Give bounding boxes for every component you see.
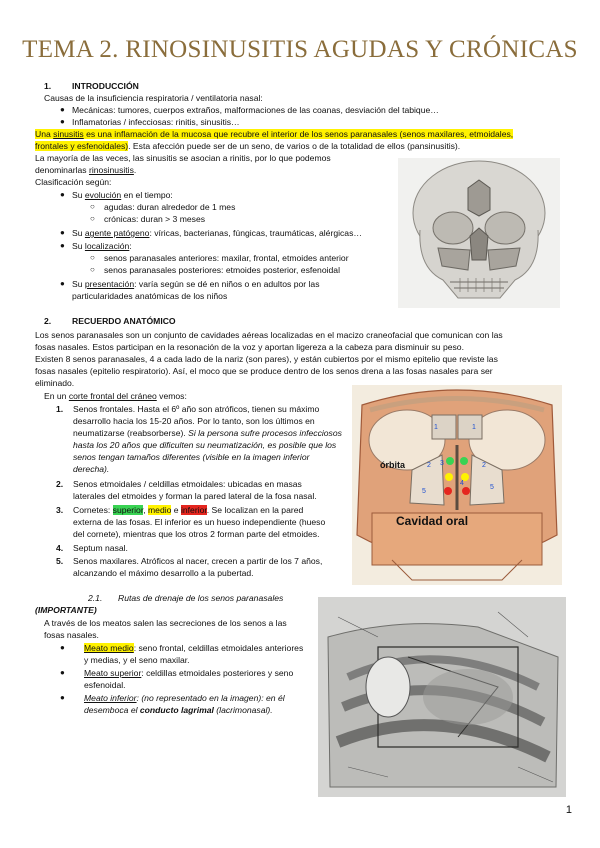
meato-inferior-item: Meato inferior: (no representado en la imagen): en él xyxy=(84,693,285,703)
circle-bullet-icon: ○ xyxy=(90,265,95,274)
cause-item: Mecánicas: tumores, cuerpos extraños, malformaciones de las coanas, desviación del tabique… xyxy=(72,105,439,115)
location-sub-item: senos paranasales anteriores: maxilar, frontal, etmoides anterior xyxy=(104,253,349,263)
bullet-icon: ● xyxy=(60,643,65,652)
section-1-number: 1. xyxy=(44,81,52,91)
cornetes-line-1: Cornetes: superior, medio e inferior. Se localizan en la pared xyxy=(73,505,304,515)
frontal-section-drawing xyxy=(352,385,562,585)
bullet-icon: ● xyxy=(60,279,65,288)
figure-number-label: 5 xyxy=(490,484,494,491)
bullet-icon: ● xyxy=(60,241,65,250)
evolution-sub-item: crónicas: duran > 3 meses xyxy=(104,214,206,224)
evolution-sub-item: agudas: duran alrededor de 1 mes xyxy=(104,202,236,212)
list-number: 2. xyxy=(56,479,64,489)
list-item: derecha). xyxy=(73,464,110,474)
list-item: alcanzando el máximo desarrollo a la pubertad. xyxy=(73,568,254,578)
list-number: 1. xyxy=(56,404,64,414)
figure-number-label: 2 xyxy=(482,462,486,469)
frontal-section-figure xyxy=(352,385,562,585)
skull-drawing xyxy=(398,158,560,308)
anatomy-paragraph-2: fosas nasales (epitelio respiratorio). Así, el moco que se produce dentro de los senos drena a las fosas nasales para ser xyxy=(35,366,493,376)
subsection-heading: Rutas de drenaje de los senos paranasales xyxy=(118,593,284,603)
skull-illustration xyxy=(398,158,560,308)
presentation-item: Su presentación: varía según se dé en niños o en adultos por las xyxy=(72,279,320,289)
cornetes-line-3: del cornete), mientras que los otros 2 forman parte del etmoides. xyxy=(73,529,320,539)
figure-number-label: 1 xyxy=(434,424,438,431)
meato-medio-item: Meato medio: seno frontal, celdillas etmoidales anteriores xyxy=(84,643,304,653)
evolution-item: Su evolución en el tiempo: xyxy=(72,190,173,200)
section-2-number: 2. xyxy=(44,316,52,326)
page-number: 1 xyxy=(565,804,572,816)
section-1-heading: INTRODUCCIÓN xyxy=(72,81,139,91)
figure-number-label: 4 xyxy=(460,480,464,487)
meato-medio-cont: y medias, y el seno maxilar. xyxy=(84,655,190,665)
pathogen-item: Su agente patógeno: víricas, bacterianas, fúngicas, traumáticas, alérgicas… xyxy=(72,228,362,238)
intro-text: Causas de la insuficiencia respiratoria / ventilatoria nasal: xyxy=(44,93,263,103)
figure-number-label: 1 xyxy=(472,424,476,431)
bullet-icon: ● xyxy=(60,693,65,702)
list-number: 4. xyxy=(56,543,64,553)
anatomy-paragraph-1: fosas nasales. Estos participan en la resonación de la voz y aportan ligereza a la cabeza para disminuir su peso. xyxy=(35,342,464,352)
drainage-intro: fosas nasales. xyxy=(44,630,99,640)
location-sub-item: senos paranasales posteriores: etmoides posterior, esfenoidal xyxy=(104,265,340,275)
list-item: hasta los 20 años que dificulten su neumatización, es posible que los xyxy=(73,440,337,450)
list-item: Septum nasal. xyxy=(73,543,128,553)
nasal-meatus-figure xyxy=(318,597,566,797)
list-item: desarrollo hacia los 15-20 años. Por lo tanto, son los últimos en xyxy=(73,416,315,426)
meato-superior-cont: esfenoidal. xyxy=(84,680,126,690)
list-item: Senos etmoidales / celdillas etmoidales: ubicadas en masas xyxy=(73,479,302,489)
orbita-label: órbita xyxy=(380,460,406,470)
bullet-icon: ● xyxy=(60,228,65,237)
figure-number-label: 2 xyxy=(427,462,431,469)
list-number: 3. xyxy=(56,505,64,515)
cause-item: Inflamatorias / infecciosas: rinitis, sinusitis… xyxy=(72,117,240,127)
rinosinusitis-line-2: denominarlas rinosinusitis. xyxy=(35,165,137,175)
presentation-item-cont: particularidades anatómicas de los niños xyxy=(72,291,228,301)
bullet-icon: ● xyxy=(60,190,65,199)
definition-line-2: frontales y esfenoidales). Esta afección puede ser de un seno, de varios o de la totalidad de ellos (pansinusitis). xyxy=(35,141,461,151)
subsection-number: 2.1. xyxy=(88,593,103,603)
meato-superior-item: Meato superior: celdillas etmoidales posteriores y seno xyxy=(84,668,294,678)
nasal-meatus-drawing xyxy=(318,597,566,797)
circle-bullet-icon: ○ xyxy=(90,214,95,223)
rinosinusitis-line-1: La mayoría de las veces, las sinusitis se asocian a rinitis, por lo que podemos xyxy=(35,153,331,163)
list-item: neumatizarse (reabsorberse). Si la persona sufre procesos infecciosos xyxy=(73,428,342,438)
cornetes-line-2: externa de las fosas. El inferior es un hueso independiente (hueso xyxy=(73,517,326,527)
location-item: Su localización: xyxy=(72,241,132,251)
figure-number-label: 5 xyxy=(422,488,426,495)
list-item: Senos frontales. Hasta el 6º año son atróficos, tienen su máximo xyxy=(73,404,320,414)
list-item: laterales del etmoides y forman la pared lateral de la fosa nasal. xyxy=(73,491,317,501)
list-item: senos tengan tamaños diferentes (visible en la imagen inferior xyxy=(73,452,310,462)
circle-bullet-icon: ○ xyxy=(90,202,95,211)
drainage-intro: A través de los meatos salen las secreciones de los senos a las xyxy=(44,618,287,628)
bullet-icon: ● xyxy=(60,117,65,126)
anatomy-paragraph-2: Existen 8 senos paranasales, 4 a cada lado de la nariz (son pares), y están cubiertos por el mismo epitelio que reviste las xyxy=(35,354,498,364)
bullet-icon: ● xyxy=(60,668,65,677)
definition-line-1: Una sinusitis es una inflamación de la mucosa que recubre el interior de los senos paranasales (senos maxilares, etmoidales, xyxy=(35,129,514,139)
list-number: 5. xyxy=(56,556,64,566)
cavidad-oral-label: Cavidad oral xyxy=(396,514,469,528)
circle-bullet-icon: ○ xyxy=(90,253,95,262)
corte-frontal-line: En un corte frontal del cráneo vemos: xyxy=(44,391,187,401)
page-title: TEMA 2. RINOSINUSITIS AGUDAS Y CRÓNICAS xyxy=(22,36,578,63)
list-item: Senos maxilares. Atróficos al nacer, crecen a partir de los 7 años, xyxy=(73,556,323,566)
figure-number-label: 3 xyxy=(440,460,444,467)
anatomy-paragraph-2: eliminado. xyxy=(35,378,75,388)
bullet-icon: ● xyxy=(60,105,65,114)
anatomy-paragraph-1: Los senos paranasales son un conjunto de cavidades aéreas localizadas en el macizo craneofacial que comunican con las xyxy=(35,330,503,340)
classification-label: Clasificación según: xyxy=(35,177,112,187)
meato-inferior-cont: desemboca el conducto lagrimal (lacrimonasal). xyxy=(84,705,273,715)
important-label: (IMPORTANTE) xyxy=(35,605,97,615)
section-2-heading: RECUERDO ANATÓMICO xyxy=(72,316,176,326)
